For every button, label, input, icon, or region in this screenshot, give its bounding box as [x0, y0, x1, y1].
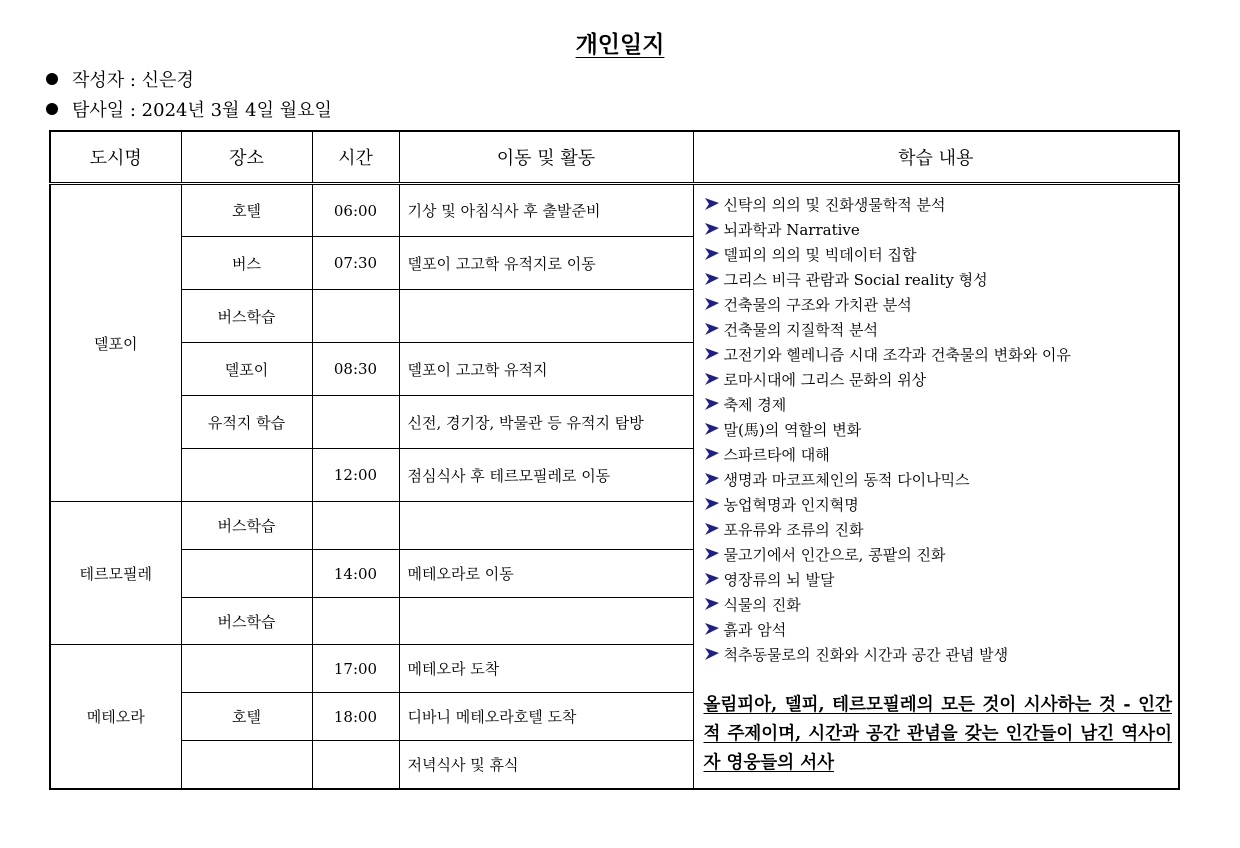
arrow-bullet-icon	[704, 347, 720, 361]
time-cell: 14:00	[312, 550, 399, 598]
learning-item-text: 말(馬)의 역할의 변화	[723, 421, 862, 439]
activity-cell: 디바니 메테오라호텔 도착	[399, 693, 693, 741]
arrow-bullet-icon	[704, 522, 720, 536]
arrow-bullet-icon	[704, 497, 720, 511]
arrow-bullet-icon	[704, 397, 720, 411]
learning-item	[704, 518, 1173, 543]
learning-cell	[693, 184, 1179, 789]
page-title-wrap	[0, 26, 1240, 59]
time-cell	[312, 741, 399, 789]
learning-item	[704, 618, 1173, 643]
arrow-bullet-icon	[704, 322, 720, 336]
place-cell	[181, 550, 312, 598]
arrow-bullet-icon	[704, 197, 720, 211]
place-cell: 버스	[181, 237, 312, 290]
arrow-bullet-icon	[704, 422, 720, 436]
learning-item	[704, 543, 1173, 568]
arrow-bullet-icon	[704, 372, 720, 386]
header-city: 도시명	[50, 131, 181, 184]
learning-item-text: 생명과 마코프체인의 동적 다이나믹스	[723, 471, 970, 489]
time-cell: 07:30	[312, 237, 399, 290]
learning-item-text: 스파르타에 대해	[723, 446, 830, 464]
arrow-bullet-icon	[704, 597, 720, 611]
time-cell: 12:00	[312, 449, 399, 502]
learning-item	[704, 643, 1173, 668]
time-cell: 18:00	[312, 693, 399, 741]
header-activity: 이동 및 활동	[399, 131, 693, 184]
learning-item	[704, 443, 1173, 468]
learning-item-text: 건축물의 지질학적 분석	[723, 321, 878, 339]
learning-item	[704, 418, 1173, 443]
learning-item	[704, 493, 1173, 518]
arrow-bullet-icon	[704, 297, 720, 311]
place-cell: 버스학습	[181, 502, 312, 550]
time-cell: 06:00	[312, 184, 399, 237]
arrow-bullet-icon	[704, 647, 720, 661]
place-cell: 호텔	[181, 693, 312, 741]
learning-item-text: 델피의 의의 및 빅데이터 집합	[723, 246, 917, 264]
activity-cell	[399, 290, 693, 343]
place-cell: 호텔	[181, 184, 312, 237]
arrow-bullet-icon	[704, 622, 720, 636]
arrow-bullet-icon	[704, 447, 720, 461]
summary-text: 올림피아, 델피, 테르모필레의 모든 것이 시사하는 것 - 인간적 주제이며, 시간과 공간 관념을 갖는 인간들이 남긴 역사이자 영웅들의 서사	[703, 695, 1172, 773]
learning-item	[704, 193, 1173, 218]
place-cell: 버스학습	[181, 598, 312, 645]
city-cell: 메테오라	[50, 645, 181, 789]
learning-list	[704, 193, 1173, 668]
activity-cell	[399, 502, 693, 550]
learning-item-text: 흙과 암석	[723, 621, 787, 639]
activity-cell: 델포이 고고학 유적지	[399, 343, 693, 396]
time-cell	[312, 598, 399, 645]
arrow-bullet-icon	[704, 247, 720, 261]
activity-cell	[399, 598, 693, 645]
arrow-bullet-icon	[704, 222, 720, 236]
learning-item	[704, 368, 1173, 393]
learning-item-text: 축제 경제	[723, 396, 787, 414]
time-cell: 17:00	[312, 645, 399, 693]
learning-item	[704, 268, 1173, 293]
learning-item-text: 건축물의 구조와 가치관 분석	[723, 296, 912, 314]
place-cell: 델포이	[181, 343, 312, 396]
learning-item-text: 영장류의 뇌 발달	[723, 571, 835, 589]
bullet-icon	[46, 73, 58, 85]
learning-item-text: 척추동물로의 진화와 시간과 공간 관념 발생	[723, 646, 1009, 664]
place-cell	[181, 449, 312, 502]
place-cell: 유적지 학습	[181, 396, 312, 449]
meta-author	[46, 66, 194, 92]
learning-item-text: 포유류와 조류의 진화	[723, 521, 864, 539]
arrow-bullet-icon	[704, 572, 720, 586]
learning-item-text: 뇌과학과 Narrative	[723, 221, 860, 239]
place-cell	[181, 645, 312, 693]
arrow-bullet-icon	[704, 472, 720, 486]
time-cell: 08:30	[312, 343, 399, 396]
city-cell: 델포이	[50, 184, 181, 502]
activity-cell: 델포이 고고학 유적지로 이동	[399, 237, 693, 290]
learning-item-text: 고전기와 헬레니즘 시대 조각과 건축물의 변화와 이유	[723, 346, 1071, 364]
learning-item	[704, 393, 1173, 418]
header-place: 장소	[181, 131, 312, 184]
activity-cell: 점심식사 후 테르모필레로 이동	[399, 449, 693, 502]
learning-item-text: 로마시대에 그리스 문화의 위상	[723, 371, 927, 389]
learning-item-text: 그리스 비극 관람과 Social reality 형성	[723, 271, 988, 289]
bullet-icon	[46, 103, 58, 115]
learning-item-text: 농업혁명과 인지혁명	[723, 496, 859, 514]
learning-item	[704, 243, 1173, 268]
city-cell: 테르모필레	[50, 502, 181, 645]
activity-cell: 메테오라 도착	[399, 645, 693, 693]
learning-item	[704, 568, 1173, 593]
learning-item	[704, 343, 1173, 368]
learning-item-text: 식물의 진화	[723, 596, 801, 614]
learning-item	[704, 593, 1173, 618]
header-learning: 학습 내용	[693, 131, 1179, 184]
learning-item-text: 물고기에서 인간으로, 콩팥의 진화	[723, 546, 946, 564]
header-time: 시간	[312, 131, 399, 184]
page-title: 개인일지	[575, 31, 665, 58]
activity-cell: 신전, 경기장, 박물관 등 유적지 탐방	[399, 396, 693, 449]
meta-date	[46, 96, 332, 122]
learning-item	[704, 318, 1173, 343]
time-cell	[312, 502, 399, 550]
date-text: 탐사일 : 2024년 3월 4일 월요일	[72, 100, 332, 121]
schedule-table	[49, 130, 1180, 790]
learning-item-text: 신탁의 의의 및 진화생물학적 분석	[723, 196, 946, 214]
table-row	[50, 184, 1179, 237]
learning-item	[704, 218, 1173, 243]
header-row	[50, 131, 1179, 184]
author-text: 작성자 : 신은경	[72, 70, 194, 91]
activity-cell: 메테오라로 이동	[399, 550, 693, 598]
place-cell: 버스학습	[181, 290, 312, 343]
place-cell	[181, 741, 312, 789]
activity-cell: 기상 및 아침식사 후 출발준비	[399, 184, 693, 237]
activity-cell: 저녁식사 및 휴식	[399, 741, 693, 789]
learning-item	[704, 293, 1173, 318]
arrow-bullet-icon	[704, 547, 720, 561]
arrow-bullet-icon	[704, 272, 720, 286]
time-cell	[312, 290, 399, 343]
time-cell	[312, 396, 399, 449]
learning-item	[704, 468, 1173, 493]
